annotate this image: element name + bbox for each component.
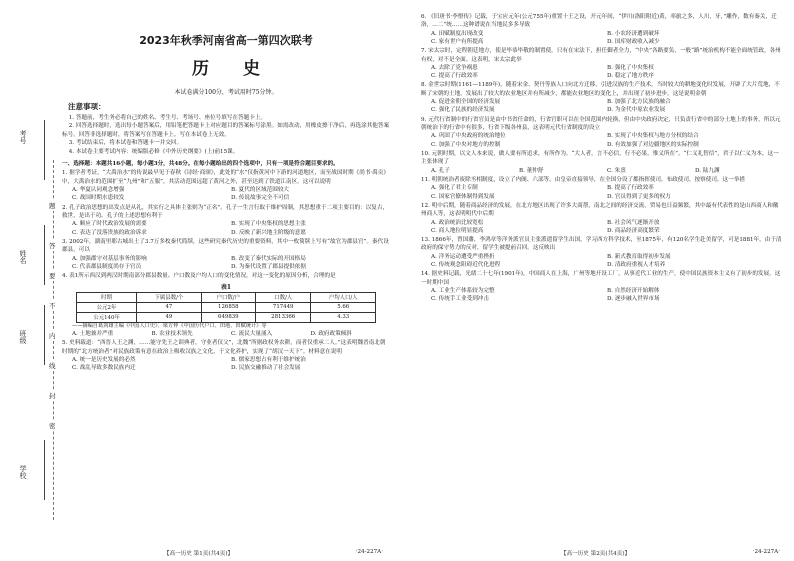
section-heading: 一、选择题：本题共16小题，每小题3分，共48分。在每小题给出的四个选项中，只有一项是符合题目要求的。 (62, 161, 339, 168)
answer-option: D. 有效加强了对边疆地区的实际控制 (607, 141, 699, 148)
answer-option: D. 为秦代设置了郡县提供依据 (231, 263, 306, 270)
answer-option: D. 国库财政收入减少 (607, 39, 660, 46)
answer-option: A. 巩固了中央政府的统治地位 (431, 133, 506, 140)
question-stem: 14. 据史料记载，光绪二十七年(1901年)，中国商人在上海，广州等地开设工厂，从事近代工业的生产，使中国民族资本主义有了初步的发展。这一时期中国 (421, 271, 781, 286)
name-label: 姓名 (19, 250, 27, 264)
answer-option: D. 逐步融入世界市场 (607, 296, 660, 303)
exam-title: 2023年秋季河南省高一第四次联考 (139, 34, 313, 47)
table-header: 时期 (77, 292, 137, 302)
question-stem: 3. 2002年，湖南里耶古城出土了3.7万多枚秦代简牍，这些研究秦代历史的重要资料，其中一枚简牍上写有“故官为郡县官”。秦代设郡县，可以 (62, 238, 389, 254)
question-stem: 10. 元朝时期，以文人本来说，做人要有所追求，有所作为。“大人者，言不必信，行不必果，惟义所在”。“仁义礼智信”，君子以仁义为本，这一主张体现了 (421, 150, 779, 166)
answer-option: B. 新式教育取得初步发展 (607, 253, 671, 260)
answer-option: C. 传统手工业受到冲击 (431, 296, 489, 303)
answer-option: A. 统一是历史发展的必然 (72, 357, 136, 364)
table-header: 下属县数/个 (137, 292, 202, 302)
answer-option: C. 商人地位明显提高 (431, 227, 484, 234)
answer-option: B. 小农经济遭到破坏 (607, 30, 660, 37)
question-stem: 4. 表1所示西汉到两汉时期南部分郡县数量、户口数及户均人口的变化情况。对这一变化的原因分析，合理的是 (62, 273, 336, 280)
school-label: 学校 (19, 465, 27, 479)
name-line (44, 225, 45, 285)
class-line (44, 305, 45, 365)
answer-option: A. 加强郡守对基层事务的影响 (72, 255, 147, 262)
answer-option: B. 提高了行政效率 (607, 185, 654, 192)
notice-heading: 注意事项： (68, 102, 106, 111)
table-cell: 公元2年 (77, 302, 137, 312)
page-number: 【高一历史 第2页(共4页)】 (560, 551, 631, 557)
table-source: ——摘编自葛剑雄主编《中国人口史》、梁方仲《中国历代户口、田地、田赋统计》等 (72, 322, 267, 329)
answer-option: A. 孔子 (431, 167, 450, 174)
table-cell: 公元140年 (77, 312, 137, 322)
seal-char: 答 (49, 242, 56, 250)
answer-option: A. 促进金朝全国的经济发展 (431, 99, 501, 106)
table-cell: 4.33 (311, 312, 376, 322)
exam-code: ·24-227A· (752, 549, 780, 555)
answer-option: C. 战国时期水患较发 (72, 195, 125, 202)
table-cell: 49 (137, 312, 202, 322)
table-row (77, 302, 376, 312)
answer-option: B. 实现了中央集权的思想主张 (231, 221, 306, 228)
question-stem: 9. 元代行省制中的行省官员是由中书省任命的，行省官职可以在全国范围内轮换，但由中央政府决定，只负责行省中的部分土地上的事务，所以元朝统治下的行省中有很多，行省下级各州县，这表明元代行省制度的设立 (421, 116, 781, 132)
seal-char: 要 (49, 272, 56, 280)
table-cell: 47 (137, 302, 202, 312)
answer-option: B. 自然经济开始解体 (607, 287, 660, 294)
answer-option: B. 加强了北方民族的融合 (607, 99, 671, 106)
binding-margin (0, 0, 60, 561)
answer-option: C. 提高了行政效率 (431, 73, 478, 80)
table-cell: 649839 (201, 312, 255, 322)
seal-char: 封 (49, 392, 56, 400)
answer-option: D. 陆九渊 (695, 167, 720, 174)
answer-option: A. 强化了君主专制 (431, 185, 478, 192)
table-header: 户口数/户 (201, 292, 255, 302)
subject-title: 历 史 (192, 59, 274, 79)
answer-option: B. 农业技术领先 (151, 331, 193, 337)
question-stem: 6. 《旧唐书·李憕传》记载，于宝应元年(公元755年)重置十王之设，开元年间，“伊川(洛阳附近)黄，率旅之多，人川，牙，”雕作，数有秦关，迁洛，…二”统……这种谱说在当地民多多导致 (421, 14, 777, 29)
table-header: 户均人口/人 (311, 292, 376, 302)
answer-option: D. 为金代中原农业发展 (607, 107, 666, 114)
answer-option: C. 传统观念阻碍近代化进程 (431, 261, 501, 268)
score-note: 本试卷满分100分，考试用时75分钟。 (174, 89, 278, 96)
answer-option: C. 战乱导致多数民族内迁 (72, 365, 136, 372)
notice-item: 3. 考试结束后，将本试卷和答题卡一并交回。 (68, 140, 183, 147)
table-header-row (77, 292, 376, 302)
question-stem: 13. 1866年，曾国藩，李鸿章等洋务派官员主张派遣留学生出国，学习西方科学技术，至1875年，有120名学生赴美留学，可是1881年，由于清政府的保守势力的反对，留学生被提前召回。这反映出 (421, 236, 782, 252)
answer-option: C. 朱熹 (607, 167, 626, 174)
answer-option: C. 表达了没落贵族的政治诉求 (72, 229, 147, 236)
answer-option: D. 政府政策倾斜 (310, 331, 352, 337)
table-header: 口数/人 (255, 292, 310, 302)
answer-option: B. 实现了中央集权与地方分权的结合 (607, 133, 699, 140)
table-caption: 表1 (220, 283, 232, 291)
answer-option: D. 清政府重视人才培养 (607, 261, 666, 268)
answer-option: A. 华夏认同观念增强 (72, 187, 125, 194)
question-stem: 1. 据学者考证，“大禹治水”的传说最早见于春秋《诗经·商颂》，此处的“水”仅指黄河中下游的河道地区，而至战国时期《尚书·禹贡》中，大禹治水的范围扩至“九州”和“五服”，其活动范围远超了黄河之外，甚至达到了铁道江南区。这可以说明 (62, 170, 389, 185)
table-cell: 717449 (255, 302, 310, 312)
answer-option: D. 传说故事完全不可信 (231, 195, 290, 202)
question-stem: 12. 明中后期，随着商品经济的发展，在北方地区出现了许多大商帮，南北之间的经济交流、贸易也日益频繁，其中最有代表性的是山西商人和徽州商人等，这表明明代中后期 (421, 202, 779, 218)
answer-option: A. 洋务运动遭受严重挫折 (431, 253, 495, 260)
answer-option: D. 商品经济高度繁荣 (607, 227, 660, 234)
answer-option: B. 社会风气逐渐开放 (607, 219, 660, 226)
answer-option: B. 儒家思想占有利于维护统治 (231, 357, 306, 364)
answer-option: C. 强化了民族的经济发展 (431, 107, 495, 114)
answer-option: B. 董仲舒 (519, 167, 544, 174)
question-stem: 2. 孔子政治思想的出发点是从礼，其实行之具体主张则为“正名”。孔子一生言行取于维护周制，其思想重于二项主要目的：以复古，救世，是出于功。孔子的上述思想有利于 (62, 204, 389, 220)
answer-option: A. 土地兼并严重 (72, 331, 114, 337)
exam-number-label: 考号 (19, 130, 27, 144)
seal-char: 线 (49, 362, 56, 370)
answer-option: C. 加强了中央对地方的控制 (431, 141, 501, 148)
exam-code: ·24-227A· (355, 549, 383, 555)
seal-char: 题 (49, 202, 56, 210)
answer-option: A. 去除了党争祸患 (431, 65, 478, 72)
answer-option: C. 家有世户有所提高 (431, 39, 484, 46)
answer-option: B. 强化了中央集权 (607, 65, 654, 72)
school-line (44, 440, 45, 500)
table-row (77, 312, 376, 322)
seal-char: 密 (49, 422, 56, 430)
seal-char: 不 (49, 302, 56, 310)
data-table (76, 292, 376, 323)
answer-option: B. 改变了秦代实际的开国格局 (231, 255, 306, 262)
answer-option: D. 民族交融推动了社会发展 (231, 365, 301, 372)
exam-number-line (44, 120, 45, 180)
notice-item: 4. 本试卷主要考试内容：统编版必修《中外历史纲要》(上)前15课。 (68, 148, 239, 155)
seal-char: 内 (49, 332, 56, 340)
answer-option: A. 政治统治比较宽松 (431, 219, 484, 226)
table-cell: 5.66 (311, 302, 376, 312)
answer-option: C. 代表郡县制度尚存于官员 (72, 263, 142, 270)
answer-option: B. 夏代的区域范围较大 (231, 187, 290, 194)
answer-option: D. 官员得到了更多的权力 (607, 193, 671, 200)
answer-option: A. 顺应了时代政治发展的需要 (72, 221, 147, 228)
notice-item: 1. 答题前，考生务必将自己的姓名、考生号、考场号、座位号填写在答题卡上。 (68, 115, 267, 121)
right-content (421, 12, 783, 303)
table-cell: 126858 (201, 302, 255, 312)
answer-option: D. 稳定了地方秩序 (607, 73, 654, 80)
answer-option: A. 工业生产体系较为完整 (431, 287, 495, 294)
question-stem: 8. 金世宗时期(1161—1189年)，随着宋金、契丹等族人口向北方迁移，引进汉族的生产技术，当时较大的耕地变化时发展，开辟了大片荒地，不断了宋朝的土地，发展出了较大的农业地区并有所减少，都能农业地区的变化上，并出现了初步进步。这是说明金朝 (421, 82, 780, 97)
answer-option: D. 反映了新兴地主阶级的意愿 (231, 229, 306, 236)
class-label: 班级 (19, 330, 27, 344)
right-page (397, 0, 794, 561)
question-stem: 7. 宋太宗时，定程朝廷地方，使是毕恭毕敬的制置使，只有在宋法下，担任御者全力，“中央”各路要负，一般“路”统治机构不能全面统管政，各州有权，对不是全面。这表明，宋太宗此举 (421, 48, 781, 63)
answer-option: C. 流民大量涌入 (231, 331, 273, 337)
question-stem: 5. 史料载道：“西晋人王之渊，……能守先王之训典者，守业者仅父”，北魏“所据政权务农耕，而者仅重承二人。”这表明魏晋南北朝时期的“北方统治者”对民族政策有意在政治上吸收汉族之文化，于文化养护，实现了“胡汉一天下”。材料意在说明 (62, 340, 386, 355)
question-stem: 11. 明朝统治者废除丞相制度，设立了内阁、六部等，由皇帝直接领导，在全国分设了都指挥使司，布政使司，按察使司，这一举措 (421, 176, 745, 183)
answer-option: C. 国家官僚体制得到发展 (431, 193, 495, 200)
notice-item: 2. 回答选择题时，选出每小题答案后，用铅笔把答题卡上对应题目的答案标号涂黑。如需改动，用橡皮擦干净后，再选涂其他答案标号。回答非选择题时，将答案写在答题卡上。写在本试卷上无效。 (62, 123, 390, 138)
table-cell: 2813366 (255, 312, 310, 322)
page-number: 【高一历史 第1页(共4页)】 (163, 551, 234, 557)
answer-option: A. 田赋制度出现改变 (431, 30, 484, 37)
left-content (62, 12, 390, 372)
